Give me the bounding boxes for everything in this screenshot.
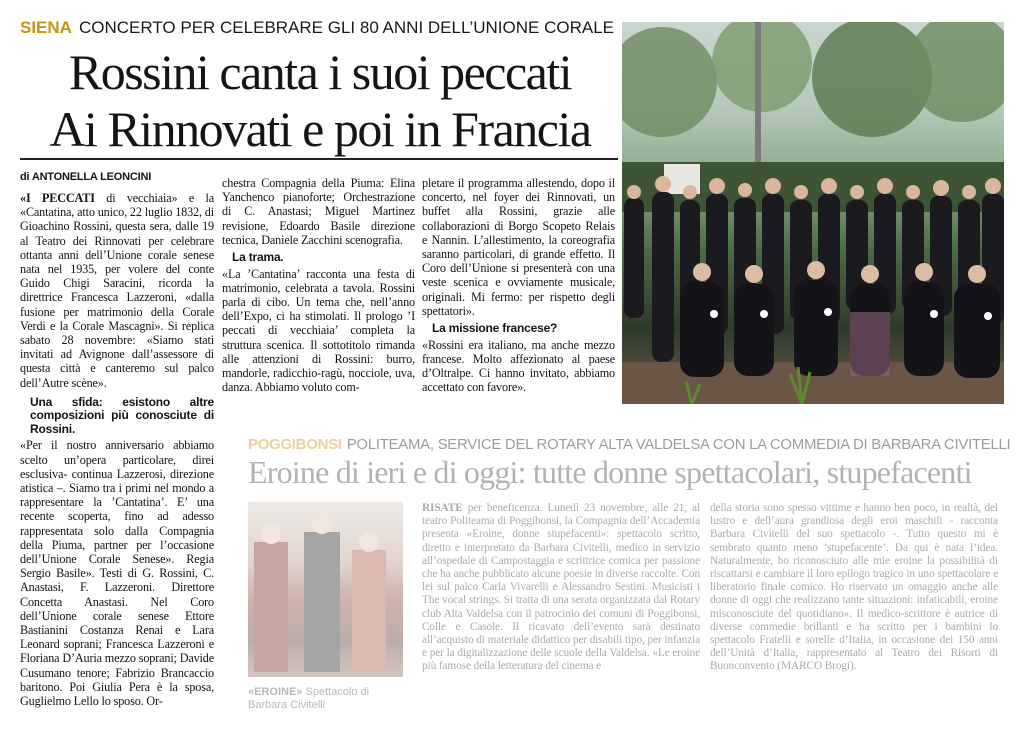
article2-location: POGGIBONSI xyxy=(248,436,342,453)
location-label: SIENA xyxy=(20,18,72,37)
section-heading-missione: La missione francese? xyxy=(432,321,558,336)
column-2-paragraph-2: «La ’Cantatina’ racconta una festa di matrimonio, celebrata a tavola. Rossini parla di cibo. Un tema che, nell’anno dell’Expo, ci ha stimolati. Il prologo ’I peccati di vecchiaia’ completa la struttura scenica. Il sottotitolo rimanda alle attenzioni di Rossini: burro, mandorle, radicchio-ragù, nocciole, uva, danza. Abbiamo voluto com- xyxy=(222,266,415,395)
article2-column-1: RISATE per beneficenza. Lunedì 23 novembre, alle 21, al teatro Politeama di Poggibonsi, la Compagnia dell’Accademia presenta «Eroine, donne stupefacenti»: spettacolo scritto, diretto e interpretato da Barbara Civitelli, medico in servizio all’ospedale di Campostaggia e scrittrice comica per passione che ha anche pubblicato alcune poesie in diverse raccolte. Con lei sul palco Carla Vivarelli e Alessandro Sestini. Musicisti i The vocal strings. Si tratta di una serata organizzata dal Rotary club Alta Valdelsa con il patrocinio dei comuni di Poggibonsi, Colle e Casole. Il ricavato dell’evento sarà destinato all’acquisto di materiale didattico per disabili tipo, per infanzia e per la digitalizzazione delle scuole della Valdelsa. «Le eroine più famose della letteratura del cinema e xyxy=(422,502,700,673)
article2-column-2: della storia sono spesso vittime e hanno ben poco, in realtà, del lustro e dell’aura grandiosa degli eroi maschili - racconta Barbara Civitelli del suo spettacolo -. Tutto questo mi è sembrato quanto meno ’stupefacente’. Da qui è nata l’idea. Naturalmente, ho riconosciuto alle mie eroine la possibilità di riscattarsi e cambiare il loro epilogo tragico in uno spettacolare e liberatorio finale comico. Ho riservato un omaggio anche alle donne di oggi che realizzano tante situazioni: infaticabili, eroine misconosciute del quotidiano». Il medico-scrittore è autrice di diverse commedie brillanti e ha scritto per i bambini lo spettacolo Fratelli e sorelle d’Italia, in occasione dei 150 anni dell’Unità d’Italia, rappresentato al Teatro dei Risorti di Buonconvento (MARCO Brogi). xyxy=(710,502,998,673)
column-3-paragraph-1: pletare il programma allestendo, dopo il concerto, nel foyer dei Rinnovati, un buffet alla Rossini, grazie alle collaborazioni di Borgo Scopeto Relais e Nannin. L’allestimento, la coreografia saranno particolari, di grande effetto. Il Coro dell’Unione si presenterà con una veste scenica e ovviamente musicale, originali. Mi fermo: per rispetto degli spettatori». xyxy=(422,176,615,318)
article2-headline: Eroine di ieri e di oggi: tutte donne spettacolari, stupefacenti xyxy=(248,454,972,490)
kicker-text: CONCERTO PER CELEBRARE GLI 80 ANNI DELL’UNIONE CORALE xyxy=(78,18,615,37)
article2-lead-word: RISATE xyxy=(422,502,463,514)
article2-caption-lead: «EROINE» xyxy=(248,686,303,698)
article2-photo-illustration xyxy=(248,502,403,677)
column-1-paragraph-1: «I PECCATI di vecchiaia» e la «Cantatina, atto unico, 22 luglio 1832, di Gioachino Rossini, questa sera, dalle 19 al Teatro dei Rinnovati per celebrare ottanta anni dell’Unione corale senese nata nel 1935, per volere del conte Guido Chigi Saracini, ricorda la direttrice Francesca Lazzeroni, «dalla fusione per matrimonio della Corale Verdi e la Corale Mascagni». Si replica sabato 28 novembre: «Siamo stati invitati ad Avignone dall’assessore di questa città e canteremo sul palco dell’Autre scène». xyxy=(20,191,215,390)
section-heading-sfida: Una sfida: esistono altre composizioni più conosciute di Rossini. xyxy=(30,394,214,436)
column-3-paragraph-2: «Rossini era italiano, ma anche mezzo francese. Molto affezionato al paese d’Oltralpe. Ci hanno invitato, abbiamo accettato con favore». xyxy=(422,337,615,395)
headline-line-1: Rossini canta i suoi peccati xyxy=(68,44,572,100)
article2-caption: «EROINE» Spettacolo di Barbara Civitelli xyxy=(248,686,370,711)
section-heading-trama: La trama. xyxy=(232,250,284,265)
column-1-paragraph-2: «Per il nostro anniversario abbiamo scelto un’opera particolare, direi esclusiva- continua Lazzerosi, direzione atistica –. Siamo tra i primi nel mondo a rappresentare la ’Cantatina’. E’ una recente scoperta, fino ad adesso rappresentata solo dalla Compagnia della Piuma, partner per l’occasione dell’Unione Corale Senese». Regia Sergio Basile». Testi di G. Rossini, C. Anastasi, F. Lazzeroni. Direttore Concetta Anastasi. Nel Coro dell’Unione corale senese Ettore Bastianini Costanza Renai e Lara Leonard soprani; Francesca Lazzeroni e Floriana D’Auria mezzo soprani; Davide Cusumano tenore; Fabrizio Brancaccio baritono. Poi Giulia Pera è la sposa, Guglielmo Lello lo sposo. Or- xyxy=(20,438,214,708)
article2-kicker xyxy=(248,436,1010,453)
headline-line-2: Ai Rinnovati e poi in Francia xyxy=(49,101,591,157)
article2-photo xyxy=(248,502,403,677)
article2-kicker-text: POLITEAMA, SERVICE DEL ROTARY ALTA VALDELSA CON LA COMMEDIA DI BARBARA CIVITELLI xyxy=(346,436,1011,453)
lead-word: «I PECCATI xyxy=(20,191,95,205)
byline: di ANTONELLA LEONCINI xyxy=(20,171,152,183)
column-2-paragraph-1: chestra Compagnia della Piuma: Elina Yanchenco pianoforte; Orchestrazione di C. Anastasi; Miguel Martinez revisione, Edoardo Basile direzione tecnica, Daniele Zacchini scenografia. xyxy=(222,176,415,247)
